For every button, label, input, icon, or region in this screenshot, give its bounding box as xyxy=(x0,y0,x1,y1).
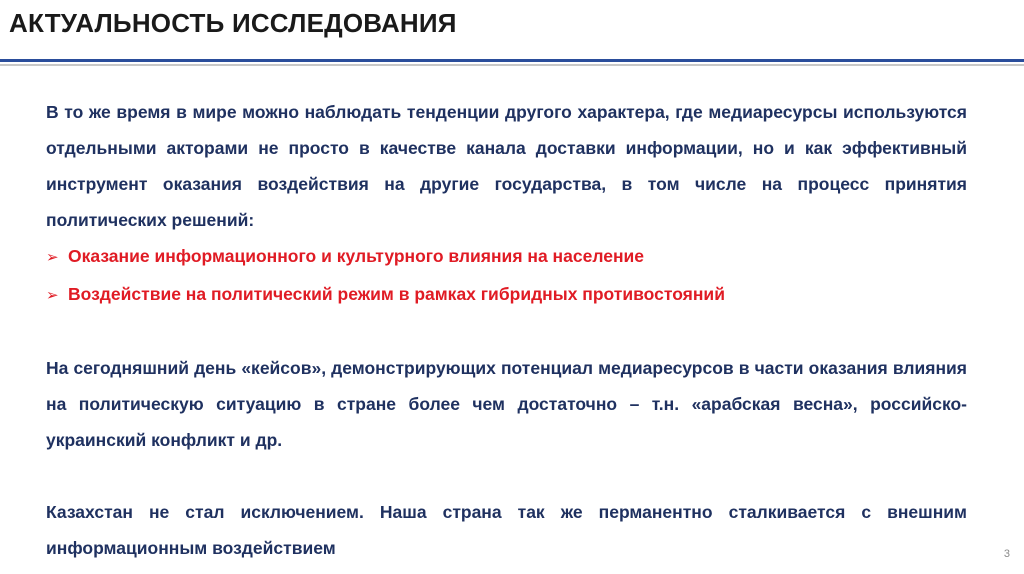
bullet-item xyxy=(46,276,967,314)
bullet-text: Воздействие на политический режим в рамках гибридных противостояний xyxy=(68,284,725,304)
arrow-bullet-icon: ➢ xyxy=(46,287,59,304)
paragraph-spacer xyxy=(46,458,967,494)
arrow-bullet-icon: ➢ xyxy=(46,249,59,266)
title-divider-shadow xyxy=(0,64,1024,66)
paragraph-spacer xyxy=(46,314,967,350)
slide-title: АКТУАЛЬНОСТЬ ИССЛЕДОВАНИЯ xyxy=(9,8,457,38)
slide-body xyxy=(46,94,967,566)
bullet-text: Оказание информационного и культурного влияния на население xyxy=(68,246,645,266)
title-divider xyxy=(0,59,1024,62)
paragraph-media-trends: В то же время в мире можно наблюдать тенденции другого характера, где медиаресурсы используются отдельными акторами не просто в качестве канала доставки информации, но и как эффективный инструмент оказания воздействия на другие государства, в том числе на процесс принятия политических решений: xyxy=(46,102,967,230)
paragraph-kazakhstan: Казахстан не стал исключением. Наша страна так же перманентно сталкивается с внешним информационным воздействием xyxy=(46,502,967,558)
bullet-item xyxy=(46,238,967,276)
bullet-list xyxy=(46,238,967,314)
paragraph-cases: На сегодняшний день «кейсов», демонстрирующих потенциал медиаресурсов в части оказания влияния на политическую ситуацию в стране более чем достаточно – т.н. «арабская весна», российско-украинский конфликт и др. xyxy=(46,358,967,450)
page-number: 3 xyxy=(1003,548,1010,560)
